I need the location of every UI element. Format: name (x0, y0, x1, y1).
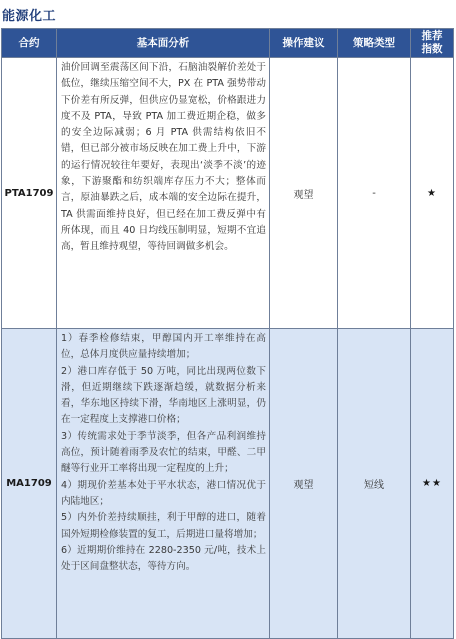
contract-cell: PTA1709 (2, 58, 57, 329)
analysis-paragraph: 2）港口库存低于 50 万吨，同比出现两位数下滑，但近期继续下跌逐渐趋缓，就数据分析来看，华东地区持续下滑，华南地区上涨明显，仍在一定程度上支撑港口价格； (61, 365, 266, 426)
analysis-cell (57, 58, 270, 329)
analysis-paragraph: 油价回调至震荡区间下沿，石脑油裂解价差处于低位，继续压缩空间不大，PX 在 PTA 强势带动下价差有所反弹，但供应仍显宽松，价格跟进力度不及 PTA，导致 PTA 加工费近期企稳，做多的安全边际减弱；6 月 PTA 供需结构依旧不错，但已部分被市场反映在加工费上升中，下游的运行情况较往年要好，表现出‘淡季不淡’的迹象，下游聚酯和纺织端库存压力不大；整体而言，原油暴跌之后，成本端的安全边际在提升，TA 供需面维持良好，但已经在加工费反弹中有所体现，而且 40 日均线压制明显，短期不宜追高，暂且维持观望，等待回调做多机会。 (61, 62, 266, 253)
table-row (2, 329, 454, 639)
analysis-cell (57, 329, 270, 639)
contract-cell: MA1709 (2, 329, 57, 639)
analysis-paragraph: 5）内外价差持续顺挂，利于甲醇的进口，随着国外短期检修装置的复工，后期进口量将增加； (61, 512, 266, 540)
analysis-paragraph: 6）近期期价维持在 2280-2350 元/吨，技术上处于区间盘整状态，等待方向。 (61, 544, 266, 573)
recommend-cell: ★ (411, 58, 454, 329)
suggestion-cell: 观望 (270, 329, 338, 639)
strategy-cell: 短线 (338, 329, 411, 639)
analysis-paragraph: 1）春季检修结束，甲醇国内开工率维持在高位，总体月度供应量持续增加； (61, 333, 266, 361)
header-fundamentals: 基本面分析 (57, 29, 270, 58)
header-contract: 合约 (2, 29, 57, 58)
suggestion-cell: 观望 (270, 58, 338, 329)
header-recommend-label: 推荐指数 (421, 30, 443, 55)
table-header-row (2, 29, 454, 58)
analysis-paragraph: 4）期现价差基本处于平水状态，港口情况优于内陆地区； (61, 479, 266, 507)
header-recommend (411, 29, 454, 58)
section-title: 能源化工 (2, 9, 57, 24)
strategy-table (1, 28, 454, 639)
header-suggestion: 操作建议 (270, 29, 338, 58)
header-strategy: 策略类型 (338, 29, 411, 58)
analysis-paragraph: 3）传统需求处于季节淡季，但各产品利润维持高位，预计随着雨季及农忙的结束，甲醛、二甲醚等行业开工率将出现一定程度的上升； (61, 430, 266, 475)
strategy-cell: - (338, 58, 411, 329)
recommend-cell: ★★ (411, 329, 454, 639)
table-row (2, 58, 454, 329)
